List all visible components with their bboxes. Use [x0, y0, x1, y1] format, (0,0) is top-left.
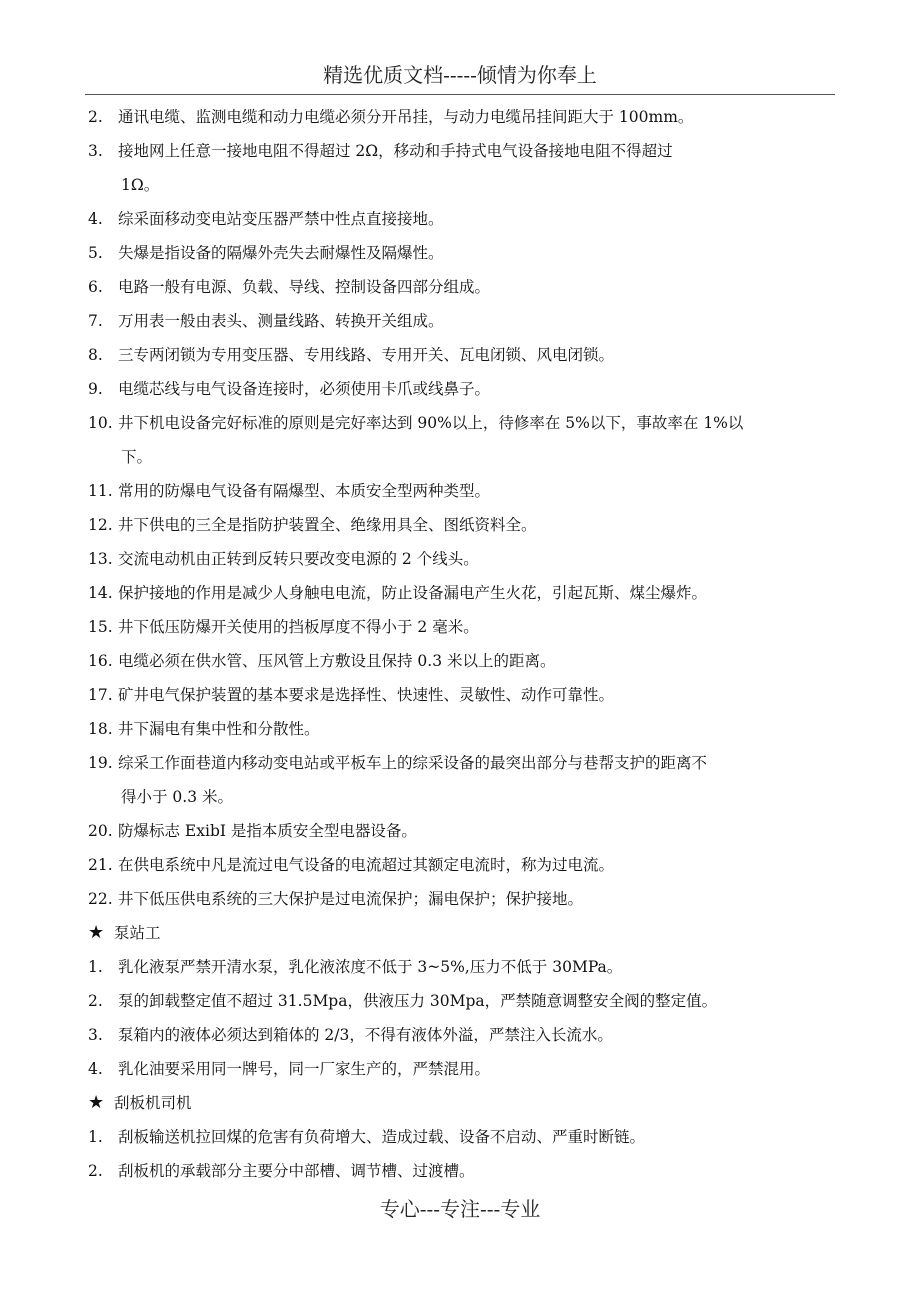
list-item — [88, 984, 836, 1018]
item-number: 3. — [88, 142, 103, 160]
item-text: 失爆是指设备的隔爆外壳失去耐爆性及隔爆性。 — [118, 244, 444, 262]
item-number: 11. — [88, 482, 113, 500]
item-text: 电路一般有电源、负载、导线、控制设备四部分组成。 — [118, 278, 491, 296]
item-number: 4. — [88, 210, 103, 228]
list-item — [88, 1052, 836, 1086]
item-text: 刮板输送机拉回煤的危害有负荷增大、造成过载、设备不启动、严重时断链。 — [118, 1128, 646, 1146]
list-item — [88, 100, 836, 134]
item-text: 电缆芯线与电气设备连接时，必须使用卡爪或线鼻子。 — [118, 380, 491, 398]
item-number: 17. — [88, 686, 113, 704]
item-text: 通讯电缆、监测电缆和动力电缆必须分开吊挂，与动力电缆吊挂间距大于 100mm。 — [118, 108, 694, 126]
header-divider — [85, 94, 835, 95]
list-item — [88, 644, 836, 678]
list-item — [88, 270, 836, 304]
item-text: 在供电系统中凡是流过电气设备的电流超过其额定电流时，称为过电流。 — [118, 856, 615, 874]
item-text: 刮板机的承载部分主要分中部槽、调节槽、过渡槽。 — [118, 1162, 475, 1180]
list-item — [88, 508, 836, 542]
list-item — [88, 406, 836, 440]
star-icon: ★ — [88, 1092, 105, 1113]
page-header: 精选优质文档-----倾情为你奉上 — [323, 63, 597, 87]
list-item — [88, 134, 836, 168]
list-item-continuation — [88, 440, 836, 474]
list-item-continuation — [88, 168, 836, 202]
item-number: 9. — [88, 380, 103, 398]
item-number: 7. — [88, 312, 103, 330]
list-item — [88, 1154, 836, 1188]
item-text: 1Ω。 — [121, 176, 160, 194]
section-title: 泵站工 — [114, 924, 161, 942]
item-text: 井下漏电有集中性和分散性。 — [118, 720, 320, 738]
list-item — [88, 474, 836, 508]
item-number: 8. — [88, 346, 103, 364]
item-number: 5. — [88, 244, 103, 262]
item-text: 常用的防爆电气设备有隔爆型、本质安全型两种类型。 — [118, 482, 491, 500]
item-text: 得小于 0.3 米。 — [121, 788, 234, 806]
section-title: 刮板机司机 — [114, 1094, 192, 1112]
item-number: 10. — [88, 414, 113, 432]
item-number: 1. — [88, 958, 103, 976]
list-item — [88, 542, 836, 576]
list-item — [88, 202, 836, 236]
item-text: 接地网上任意一接地电阻不得超过 2Ω，移动和手持式电气设备接地电阻不得超过 — [118, 142, 673, 160]
item-text: 井下低压供电系统的三大保护是过电流保护；漏电保护；保护接地。 — [118, 890, 584, 908]
list-item — [88, 304, 836, 338]
item-number: 14. — [88, 584, 113, 602]
section-heading — [88, 916, 836, 950]
item-number: 18. — [88, 720, 113, 738]
list-item — [88, 678, 836, 712]
list-item — [88, 610, 836, 644]
item-number: 3. — [88, 1026, 103, 1044]
item-text: 电缆必须在供水管、压风管上方敷设且保持 0.3 米以上的距离。 — [118, 652, 556, 670]
list-item — [88, 1018, 836, 1052]
item-text: 井下低压防爆开关使用的挡板厚度不得小于 2 毫米。 — [118, 618, 479, 636]
item-number: 19. — [88, 754, 113, 772]
item-text: 井下供电的三全是指防护装置全、绝缘用具全、图纸资料全。 — [118, 516, 537, 534]
item-text: 乳化油要采用同一牌号，同一厂家生产的，严禁混用。 — [118, 1060, 491, 1078]
list-item — [88, 712, 836, 746]
item-text: 保护接地的作用是减少人身触电电流，防止设备漏电产生火花，引起瓦斯、煤尘爆炸。 — [118, 584, 708, 602]
list-item — [88, 236, 836, 270]
item-text: 泵箱内的液体必须达到箱体的 2/3，不得有液体外溢，严禁注入长流水。 — [118, 1026, 613, 1044]
item-number: 13. — [88, 550, 113, 568]
item-number: 2. — [88, 1162, 103, 1180]
item-text: 综采面移动变电站变压器严禁中性点直接接地。 — [118, 210, 444, 228]
list-item — [88, 576, 836, 610]
item-text: 乳化液泵严禁开清水泵，乳化液浓度不低于 3~5%,压力不低于 30MPa。 — [118, 958, 623, 976]
item-text: 万用表一般由表头、测量线路、转换开关组成。 — [118, 312, 444, 330]
item-number: 2. — [88, 108, 103, 126]
item-number: 2. — [88, 992, 103, 1010]
item-number: 20. — [88, 822, 113, 840]
item-text: 交流电动机由正转到反转只要改变电源的 2 个线头。 — [118, 550, 479, 568]
item-number: 4. — [88, 1060, 103, 1078]
list-item — [88, 372, 836, 406]
star-icon: ★ — [88, 922, 105, 943]
item-number: 22. — [88, 890, 113, 908]
item-text: 综采工作面巷道内移动变电站或平板车上的综采设备的最突出部分与巷帮支护的距离不 — [118, 754, 708, 772]
item-number: 1. — [88, 1128, 103, 1146]
item-text: 泵的卸载整定值不超过 31.5Mpa，供液压力 30Mpa，严禁随意调整安全阀的整定值。 — [118, 992, 718, 1010]
page-footer: 专心---专注---专业 — [379, 1197, 541, 1221]
list-item — [88, 950, 836, 984]
item-text: 井下机电设备完好标准的原则是完好率达到 90%以上，待修率在 5%以下，事故率在 1%以 — [118, 414, 744, 432]
item-text: 防爆标志 ExibI 是指本质安全型电器设备。 — [118, 822, 417, 840]
item-text: 矿井电气保护装置的基本要求是选择性、快速性、灵敏性、动作可靠性。 — [118, 686, 615, 704]
item-number: 12. — [88, 516, 113, 534]
section-heading — [88, 1086, 836, 1120]
item-number: 6. — [88, 278, 103, 296]
item-number: 16. — [88, 652, 113, 670]
list-item — [88, 814, 836, 848]
list-item — [88, 338, 836, 372]
list-item-continuation — [88, 780, 836, 814]
list-item — [88, 882, 836, 916]
item-text: 下。 — [121, 448, 153, 466]
item-number: 15. — [88, 618, 113, 636]
item-text: 三专两闭锁为专用变压器、专用线路、专用开关、瓦电闭锁、风电闭锁。 — [118, 346, 615, 364]
list-item — [88, 746, 836, 780]
list-item — [88, 848, 836, 882]
item-number: 21. — [88, 856, 113, 874]
document-body — [88, 100, 836, 1188]
list-item — [88, 1120, 836, 1154]
